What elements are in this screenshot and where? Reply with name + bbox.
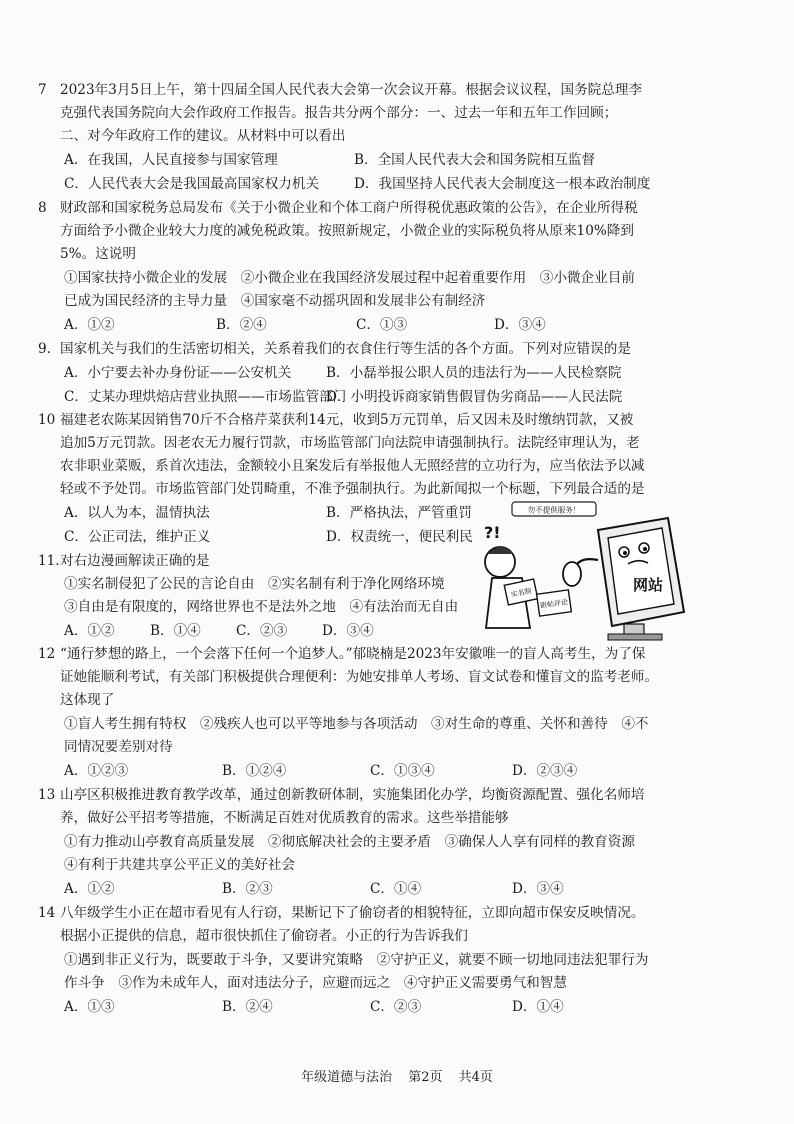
option-c: C．①④: [370, 881, 422, 897]
option-b: B．全国人民代表大会和国务院相互监督: [354, 152, 596, 168]
option-a: A．在我国，人民直接参与国家管理: [64, 152, 278, 168]
question-text: 轻或不予处罚。市场监管部门处罚畸重，不准予强制执行。为此新闻拟一个标题，下列最合适的是: [60, 481, 645, 497]
question-text: 福建老农陈某因销售70斤不合格芹菜获利14元，收到5万元罚单，后又因未及时缴纳罚款，又被: [60, 412, 634, 428]
question-number: 9.: [38, 341, 51, 357]
option-c: C．②③: [370, 999, 422, 1015]
question-text: 八年级学生小正在超市看见有人行窃，果断记下了偷窃者的相貌特征，立即向超市保安反映情况。: [60, 905, 645, 921]
option-b: B．小磊举报公职人员的违法行为——人民检察院: [326, 365, 622, 381]
screen-label: 网站: [632, 576, 664, 594]
question-text: 克强代表国务院向大会作政府工作报告。报告共分两个部分：一、过去一年和五年工作回顾；: [60, 105, 618, 121]
option-d: D．③④: [322, 623, 374, 639]
option-b: B．严格执法，严管重罚: [326, 505, 472, 521]
statement-line: ①实名制侵犯了公民的言论自由 ②实名制有利于净化网络环境: [64, 576, 445, 592]
option-c: C．人民代表大会是我国最高国家权力机关: [64, 176, 320, 192]
question-number: 14: [38, 905, 56, 921]
option-b: B．①④: [150, 623, 201, 639]
exclaim-mark: ?!: [484, 523, 501, 542]
speech-text: 勿不提供服务！: [527, 505, 581, 515]
statement-line: ①盲人考生拥有特权 ②残疾人也可以平等地参与各项活动 ③对生命的尊重、关怀和善待 ④不: [64, 716, 649, 732]
question-text: 证她能顺利考试，有关部门积极提供合理便利：为她安排单人考场、盲文试卷和懂盲文的监考老师。: [60, 669, 659, 685]
cartoon-illustration: [478, 500, 706, 648]
option-a: A．①③: [64, 999, 115, 1015]
option-c: C．①③④: [370, 763, 435, 779]
question-number: 8: [38, 200, 47, 216]
question-text: “通行梦想的路上，一个会落下任何一个追梦人。”郁晓楠是2023年安徽唯一的盲人高考生，为了保: [60, 646, 646, 662]
option-a: A．小宁要去补办身份证——公安机关: [64, 365, 292, 381]
option-b: B．①②④: [222, 763, 287, 779]
question-text: 二、对今年政府工作的建议。从材料中可以看出: [60, 128, 346, 144]
statement-line: ①有力推动山亭教育高质量发展 ②彻底解决社会的主要矛盾 ③确保人人享有同样的教育资源: [64, 834, 635, 850]
statement-line: 同情况要差别对待: [64, 739, 173, 755]
option-d: D．①④: [512, 999, 564, 1015]
question-text: 山亭区积极推进教育教学改革，通过创新教研体制，实施集团化办学，均衡资源配置、强化名师培: [60, 787, 645, 803]
option-c: C．①③: [356, 317, 408, 333]
statement-line: ④有利于共建共享公平正义的美好社会: [64, 857, 296, 873]
option-a: A．①②: [64, 623, 115, 639]
question-text: 国家机关与我们的生活密切相关，关系着我们的衣食住行等生活的各个方面。下列对应错误的是: [60, 341, 631, 357]
option-d: D．我国坚持人民代表大会制度这一根本政治制度: [354, 176, 651, 192]
question-text: 追加5万元罚款。因老农无力履行罚款，市场监管部门向法院申请强制执行。法院经审理认为，老: [60, 435, 640, 451]
option-b: B．②④: [216, 317, 267, 333]
option-b: B．②④: [222, 999, 273, 1015]
option-d: D．③④: [494, 317, 546, 333]
card-comment: 跟帖评论: [539, 598, 569, 610]
statement-line: 作斗争 ③作为未成年人，面对违法分子，应避而远之 ④守护正义需要勇气和智慧: [64, 975, 567, 991]
question-text: 2023年3月5日上午，第十四届全国人民代表大会第一次会议开幕。根据会议议程，国务院总理李: [60, 82, 643, 98]
card-realname: 实名制: [510, 586, 533, 600]
statement-line: 已成为国民经济的主导力量 ④国家毫不动摇巩固和发展非公有制经济: [64, 293, 486, 309]
option-c: C．②③: [236, 623, 288, 639]
question-text: 养，做好公平招考等措施，不断满足百姓对优质教育的需求。这些举措能够: [60, 810, 509, 826]
option-d: D．小明投诉商家销售假冒伪劣商品——人民法院: [326, 389, 623, 405]
footer-page: 第2页: [408, 1070, 443, 1085]
footer-total: 共4页: [458, 1070, 493, 1085]
option-a: A．①②: [64, 317, 115, 333]
option-c: C．公正司法，维护正义: [64, 529, 211, 545]
option-a: A．①②③: [64, 763, 129, 779]
statement-line: ③自由是有限度的，网络世界也不是法外之地 ④有法治而无自由: [64, 599, 459, 615]
question-text: 财政部和国家税务总局发布《关于小微企业和个体工商户所得税优惠政策的公告》，在企业所得税: [60, 200, 638, 216]
question-text: 根据小正提供的信息，超市很快抓住了偷窃者。小正的行为告诉我们: [60, 928, 468, 944]
page-footer: [0, 1066, 794, 1085]
option-d: D．权责统一，便民利民: [326, 529, 473, 545]
question-text: 农非职业菜贩，系首次违法，金额较小且案发后有举报他人无照经营的立功行为，应当依法予以减: [60, 458, 645, 474]
option-b: B．②③: [222, 881, 273, 897]
question-text: 这体现了: [60, 692, 115, 708]
option-a: A．以人为本，温情执法: [64, 505, 210, 521]
question-number: 10: [38, 412, 56, 428]
statement-line: ①国家扶持小微企业的发展 ②小微企业在我国经济发展过程中起着重要作用 ③小微企业目前: [64, 270, 635, 286]
option-a: A．①②: [64, 881, 115, 897]
question-text: 5%。这说明: [60, 246, 136, 262]
option-c: C．丈某办理烘焙店营业执照——市场监管部门: [64, 389, 347, 405]
question-number: 11.: [38, 553, 60, 569]
option-d: D．②③④: [512, 763, 578, 779]
statement-line: ①遇到非正义行为，既要敢于斗争，又要讲究策略 ②守护正义，就要不顾一切地同违法犯罪行为: [64, 952, 649, 968]
question-text: 对右边漫画解读正确的是: [60, 553, 210, 569]
question-text: 方面给予小微企业较大力度的减免税政策。按照新规定，小微企业的实际税负将从原来10%降到: [60, 223, 634, 239]
question-number: 13: [38, 787, 56, 803]
footer-subject: 年级道德与法治: [301, 1070, 393, 1085]
question-number: 12: [38, 646, 56, 662]
question-number: 7: [38, 82, 47, 98]
option-d: D．③④: [512, 881, 564, 897]
